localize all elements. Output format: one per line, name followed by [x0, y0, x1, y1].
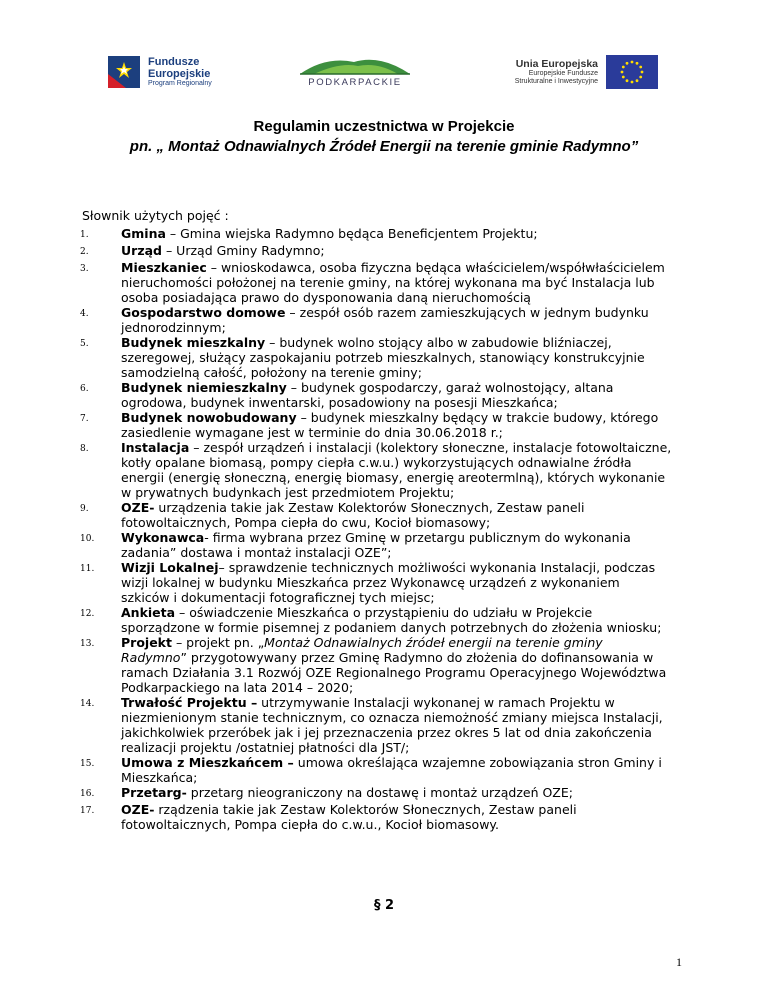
item-definition: – budynek wolno stojący albo w zabudowie bliźniaczej, szeregowej, służący zaspokajaniu potrzeb mieszkalnych, stanowiący konstrukcyjnie samodzielną całość, położony na terenie gminy;	[121, 335, 645, 380]
list-item	[80, 530, 672, 560]
podkarpackie-logo-text: PODKARPACKIE	[308, 77, 402, 88]
item-term: Projekt	[121, 635, 172, 650]
item-definition: – zespół urządzeń i instalacji (kolektory słoneczne, instalacje fotowoltaiczne, kotły opalane biomasą, pompy ciepła c.w.u.) wykorzystujących odnawialne źródła energii (energię słoneczną, energię biomasy, energię areotermlną), których wykonanie w prywatnych budynkach jest przedmiotem Projektu;	[121, 440, 672, 500]
item-term: Przetarg-	[121, 785, 187, 800]
item-definition: umowa określająca wzajemne zobowiązania stron Gminy i Mieszkańca;	[121, 755, 662, 785]
fe-logo-line1: Fundusze	[148, 56, 200, 69]
item-number: 1.	[80, 230, 89, 240]
item-number: 4.	[80, 309, 89, 319]
list-item	[80, 500, 672, 530]
unia-europejska-logo	[486, 52, 658, 92]
item-number: 16.	[80, 789, 95, 799]
item-definition: - firma wybrana przez Gminę w przetargu publicznym do wykonania zadania” dostawa i montaż instalacji OZE”;	[121, 530, 631, 560]
fe-logo-line2: Europejskie	[148, 68, 211, 81]
item-number: 15.	[80, 759, 95, 769]
item-number: 9.	[80, 504, 89, 514]
item-definition: – Urząd Gminy Radymno;	[161, 243, 325, 258]
item-definition: – wnioskodawca, osoba fizyczna będąca właścicielem/współwłaścicielem nieruchomości położonej na terenie gminy, na której wykonana ma być Instalacja lub osoba posiadająca prawo do dysponowania daną nieruchomością	[121, 260, 665, 305]
item-term: Umowa z Mieszkańcem –	[121, 755, 294, 770]
list-item	[80, 605, 672, 635]
fe-logo-line3: Program Regionalny	[148, 80, 212, 88]
item-term: OZE-	[121, 500, 155, 515]
item-term: Wykonawca	[121, 530, 205, 545]
item-term: Budynek nowobudowany	[121, 410, 297, 425]
list-item	[80, 335, 672, 380]
document-title: Regulamin uczestnictwa w Projekcie	[253, 118, 515, 135]
item-term: Mieszkaniec	[121, 260, 207, 275]
item-term: Gmina	[121, 226, 166, 241]
ue-logo-line3: Strukturalne i Inwestycyjne	[514, 78, 598, 86]
item-term: Budynek mieszkalny	[121, 335, 266, 350]
item-definition: – budynek gospodarczy, garaż wolnostojący, altana ogrodowa, budynek inwentarski, posadowiony na posesji Mieszkańca;	[121, 380, 614, 410]
item-definition: rządzenia takie jak Zestaw Kolektorów Słonecznych, Zestaw paneli fotowoltaicznych, Pompa ciepła do c.w.u., Kocioł biomasowy.	[121, 802, 577, 832]
page-number: 1	[676, 955, 682, 969]
fundusze-europejskie-logo	[106, 50, 236, 94]
item-definition: – oświadczenie Mieszkańca o przystąpieniu do udziału w Projekcie sporządzone w formie pisemnej z podaniem danych potrzebnych do złożenia wniosku;	[121, 605, 662, 635]
item-definition-end: ” przygotowywany przez Gminę Radymno do złożenia do dofinansowania w ramach Działania 3.1 Rozwój OZE Regionalnego Programu Operacyjnego Województwa Podkarpackiego na lata 2014 – 2020;	[121, 650, 667, 695]
glossary-heading: Słownik użytych pojęć :	[82, 208, 229, 223]
item-term: Ankieta	[121, 605, 176, 620]
list-item	[80, 226, 672, 243]
item-number: 17.	[80, 806, 95, 816]
list-item	[80, 410, 672, 440]
item-term: Budynek niemieszkalny	[121, 380, 287, 395]
glossary-list	[80, 226, 672, 832]
list-item	[80, 635, 672, 695]
list-item	[80, 260, 672, 305]
item-definition: przetarg nieograniczony na dostawę i montaż urządzeń OZE;	[186, 785, 573, 800]
item-definition: utrzymywanie Instalacji wykonanej w ramach Projektu w niezmienionym stanie technicznym, co oznacza niemożność zmiany miejsca Instalacji, jakichkolwiek przeróbek jak i jej przeznaczenia przez okres 5 lat od dnia zakończenia realizacji projektu /ostatniej płatności dla JST/;	[121, 695, 663, 755]
item-number: 11.	[80, 564, 95, 574]
item-number: 8.	[80, 444, 89, 454]
mountains-icon	[296, 52, 414, 76]
item-number: 10.	[80, 534, 95, 544]
eu-flag-icon	[606, 55, 658, 89]
project-title: pn. „ Montaż Odnawialnych Źródeł Energii na terenie gminie Radymno”	[129, 138, 639, 155]
item-definition: – Gmina wiejska Radymno będąca Beneficjentem Projektu;	[165, 226, 538, 241]
list-item	[80, 785, 672, 802]
item-definition: – budynek mieszkalny będący w trakcie budowy, którego zasiedlenie wymagane jest w terminie do dnia 30.06.2018 r.;	[121, 410, 659, 440]
item-number: 5.	[80, 339, 89, 349]
item-number: 13.	[80, 639, 95, 649]
item-number: 12.	[80, 609, 95, 619]
item-definition: – sprawdzenie technicznych możliwości wykonania Instalacji, podczas wizji lokalnej w budynku Mieszkańca przez Wykonawcę urządzeń z wykonaniem szkiców i dokumentacji fotograficznej tych miejsc;	[121, 560, 656, 605]
ue-logo-line2: Europejskie Fundusze	[528, 69, 598, 77]
item-definition: urządzenia takie jak Zestaw Kolektorów Słonecznych, Zestaw paneli fotowoltaicznych, Pompa ciepła do cwu, Kocioł biomasowy;	[121, 500, 585, 530]
item-term: Instalacja	[121, 440, 190, 455]
list-item	[80, 440, 672, 500]
list-item	[80, 755, 672, 785]
list-item	[80, 560, 672, 605]
item-number: 3.	[80, 264, 89, 274]
item-definition-italic: Montaż Odnawialnych źródeł energii na terenie gminy Radymno	[121, 635, 603, 665]
item-number: 2.	[80, 247, 89, 257]
section-heading: § 2	[373, 898, 395, 913]
item-definition: – zespół osób razem zamieszkujących w jednym budynku jednorodzinnym;	[121, 305, 649, 335]
podkarpackie-logo	[296, 52, 414, 92]
item-term: Trwałość Projektu –	[121, 695, 258, 710]
item-number: 7.	[80, 414, 89, 424]
item-term: OZE-	[121, 802, 155, 817]
item-number: 6.	[80, 384, 89, 394]
item-term: Wizji Lokalnej	[121, 560, 219, 575]
list-item	[80, 243, 672, 260]
item-definition-start: – projekt pn. „	[171, 635, 265, 650]
fe-star-icon	[106, 52, 142, 92]
list-item	[80, 305, 672, 335]
item-term: Gospodarstwo domowe	[121, 305, 286, 320]
item-number: 14.	[80, 699, 95, 709]
item-term: Urząd	[121, 243, 162, 258]
list-item	[80, 802, 672, 832]
ue-logo-line1: Unia Europejska	[515, 57, 598, 70]
list-item	[80, 380, 672, 410]
list-item	[80, 695, 672, 755]
